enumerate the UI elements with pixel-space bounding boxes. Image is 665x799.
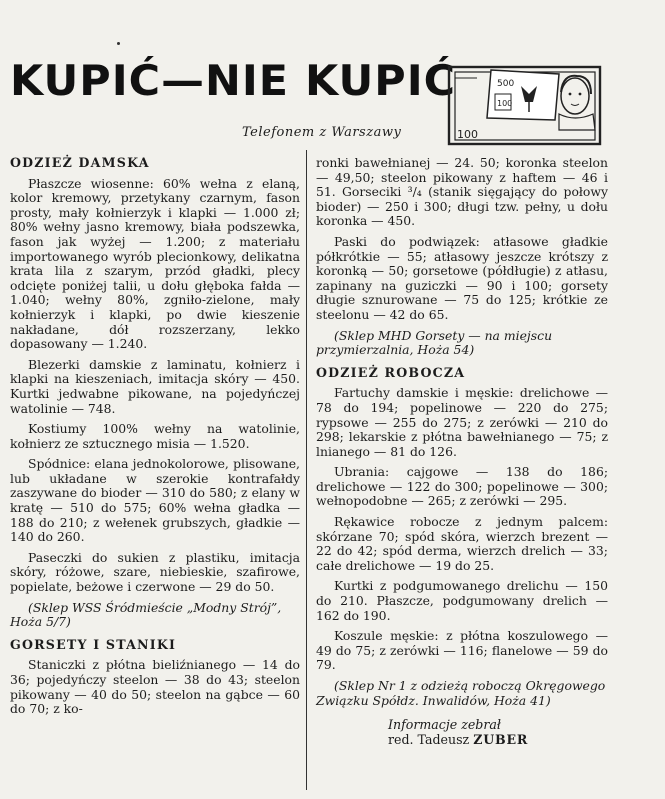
paragraph-overalls: Ubrania: cajgowe — 138 do 186; drelichowe — 122 do 300; popelinowe — 300; wełnopodobne — 265; z zerówki — 295. bbox=[316, 464, 608, 509]
paragraph-corsets-cont: ronki bawełnianej — 24. 50; koronka steelon — 49,50; steelon pikowany z haftem — 46 i 51. Gorseciki ³/₄ (stanik sięgający do połowy bioder) — 250 i 300; długi tzw. pełny, u dołu koronka — 450. bbox=[316, 155, 608, 229]
credit-line: Informacje zebrał bbox=[388, 717, 501, 733]
column-right bbox=[316, 156, 608, 747]
print-speck bbox=[117, 42, 120, 45]
paragraph-blazers: Blezerki damskie z laminatu, kołnierz i klapki na kieszeniach, imitacja skóry — 450. Kurtki jedwabne pikowane, na pojedyńczej watolinie — 748. bbox=[10, 356, 300, 416]
author-prefix: red. Tadeusz bbox=[388, 731, 470, 747]
column-divider bbox=[306, 150, 307, 790]
article-title: KUPIĆ—NIE KUPIĆ bbox=[10, 56, 457, 105]
section-heading-corsets: GORSETY I STANIKI bbox=[10, 636, 177, 652]
svg-text:100: 100 bbox=[497, 99, 513, 108]
shop-source-3: (Sklep Nr 1 z odzieżą roboczą Okręgowego Związku Spółdz. Inwalidów, Hoża 41) bbox=[316, 678, 606, 708]
shop-source-1: (Sklep WSS Śródmieście „Modny Strój”, Hoża 5/7) bbox=[10, 599, 282, 630]
paragraph-belts: Paseczki do sukien z plastiku, imitacja skóry, różowe, szare, niebieskie, szafirowe, popielate, beżowe i czerwone — 29 do 50. bbox=[10, 549, 300, 595]
paragraph-bras: Staniczki z płótna bieliźnianego — 14 do 36; pojedyńczy steelon — 38 do 43; steelon pikowany — 40 do 50; steelon na gąbce — 60 do 70; z ko- bbox=[10, 657, 300, 717]
section-heading-womens-clothing: ODZIEŻ DAMSKA bbox=[10, 155, 150, 170]
paragraph-jackets: Kurtki z podgumowanego drelichu — 150 do 210. Płaszcze, podgumowany drelich — 162 do 190. bbox=[316, 578, 608, 623]
cartoon-illustration bbox=[447, 64, 605, 148]
paragraph-gloves: Rękawice robocze z jednym palcem: skórzane 70; spód skóra, wierzch brezent — 22 do 42; spód derma, wierzch drelich — 33; całe drelichowe — 19 do 25. bbox=[316, 514, 608, 573]
paragraph-aprons: Fartuchy damskie i męskie: drelichowe — 78 do 194; popelinowe — 220 do 275; rypsowe — 255 do 275; z zerówki — 210 do 298; lekarskie z płótna bawełnianego — 75; z lnianego — 81 do 126. bbox=[316, 385, 608, 459]
paragraph-coats: Płaszcze wiosenne: 60% wełna z elaną, kolor kremowy, przetykany czarnym, fason prosty, mały kołnierzyk i klapki — 1.000 zł; 80% wełny jasno kremowy, biała podszewka, fason jak wyżej — 1.200; z materiału importowanego wyrób plecionkowy, delikatna krata lila z szarym, przód gładki, plecy odcięte poniżej talii, u dołu głęboka fałda — 1.040; wełny 80%, zgniło-zielone, mały kołnierzyk i klapki, po dwie kieszenie nakładane, dół rozszerzany, lekko dopasowany — 1.240. bbox=[10, 175, 300, 352]
paragraph-garters: Paski do podwiązek: atłasowe gładkie półkrótkie — 55; atłasowy jeszcze krótszy z koronką — 50; gorsetowe (półdługie) z atłasu, zapinany na guziczki — 90 i 100; gorsety długie sznurowane — 75 do 125; krótkie ze steelonu — 42 do 65. bbox=[316, 233, 608, 322]
paragraph-suits: Kostiumy 100% wełny na watolinie, kołnierz ze sztucznego misia — 1.520. bbox=[10, 421, 300, 451]
article-byline: Telefonem z Warszawy bbox=[242, 125, 402, 140]
shop-source-2: (Sklep MHD Gorsety — na miejscu przymierzalnia, Hoża 54) bbox=[316, 327, 553, 358]
author-surname: ZUBER bbox=[473, 731, 529, 747]
svg-text:100: 100 bbox=[457, 128, 478, 141]
svg-text:500: 500 bbox=[497, 79, 515, 89]
paragraph-shirts: Koszule męskie: z płótna koszulowego — 49 do 75; z zerówki — 116; flanelowe — 59 do 79. bbox=[316, 628, 608, 673]
section-heading-workwear: ODZIEŻ ROBOCZA bbox=[316, 364, 466, 380]
paragraph-skirts: Spódnice: elana jednokolorowe, plisowane, lub układane w szerokie kontrafałdy zaszywane do bioder — 310 do 580; z elany w kratę — 510 do 575; 60% wełna gładka — 188 do 210; z wełenek grubszych, gładkie — 140 do 260. bbox=[10, 456, 300, 545]
column-left bbox=[10, 156, 300, 717]
author-line bbox=[388, 733, 608, 748]
